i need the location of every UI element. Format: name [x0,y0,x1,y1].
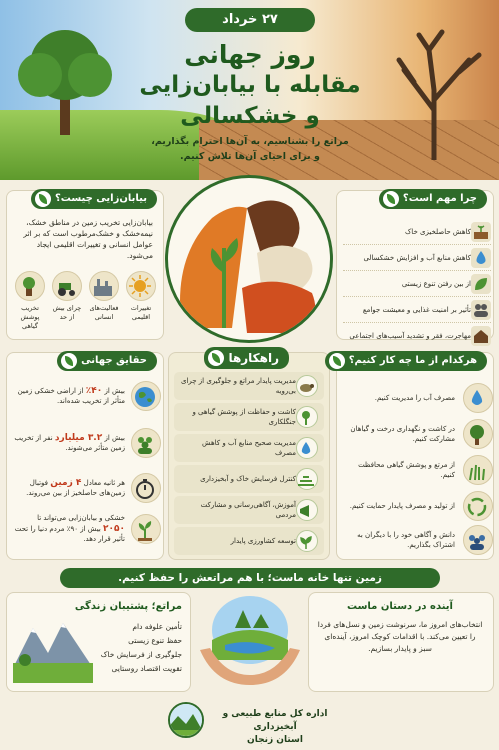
leaf-icon [329,353,345,369]
rangelands-title: مراتع؛ پشتیبان زندگی [74,601,182,612]
why-important-title: چرا مهم است؟ [379,189,487,209]
page-title-line2: مقابله با بیابان‌زایی [139,72,361,98]
date-badge: ۲۷ خرداد [185,8,315,32]
organization-line1: اداره کل منابع طبیعی و آبخیزداری [222,709,328,732]
what-is-panel [6,190,164,340]
solution-item: کنترل فرسایش خاک و آبخیزداری [174,465,324,493]
cause-item: تخریب پوشش گیاهی [13,271,47,331]
leaf-icon [208,350,224,366]
house-icon [471,326,491,346]
leaf-icon [471,274,491,294]
fact-text: بیش از ۴۰٪ از اراضی خشکی زمین متأثر از تخریب شده‌اند. [17,385,125,405]
facts-title: حقایق جهانی [57,351,157,371]
what-we-do-title: هرکدام از ما چه کار کنیم؟ [325,351,487,371]
group-icon [463,525,493,555]
list-item: جلوگیری از فرسایش خاک [100,650,182,659]
action-item: از تولید و مصرف پایدار حمایت کنیم. [343,491,493,521]
action-item: مصرف آب را مدیریت کنیم. [343,383,493,413]
animals-hand-icon [165,178,330,343]
subtitle-line1: مراتع را بشناسیم، به آن‌ها احترام بگذاریم، [151,136,349,147]
list-item: حفظ تنوع زیستی [128,636,182,645]
subtitle-line2: و برای احیای آن‌ها تلاش کنیم. [180,151,320,162]
cause-item: چرای بیش از حد [50,271,84,331]
solution-item: آموزش، آگاهی‌رسانی و مشارکت مردمی [174,496,324,524]
page-subtitle [115,134,385,164]
page-title-line1: روز جهانی [184,40,316,69]
crowd-icon [131,428,161,458]
what-is-title: بیابان‌زایی چیست؟ [31,189,157,209]
fact-item [13,513,161,545]
leaf-icon [383,191,399,207]
action-item: از مرتع و پوشش گیاهی محافظت کنیم. [343,455,493,485]
megaphone-icon [296,499,318,521]
terrace-icon [296,468,318,490]
cause-item: فعالیت‌های انسانی [87,271,121,331]
sapling-icon [296,406,318,428]
recycle-icon [463,491,493,521]
fact-item [13,381,161,411]
sun-icon [126,271,156,301]
stopwatch-icon [131,473,161,503]
solution-item: توسعه کشاورزی پایدار [174,527,324,555]
organization-name [210,708,340,747]
water-drop-icon [463,383,493,413]
center-emblem [165,175,333,343]
sprout-icon [131,514,161,544]
solution-item: مدیریت صحیح منابع آب و کاهش مصرف [174,434,324,462]
fact-text: خشکی و بیابان‌زایی می‌تواند تا ۲۰۵۰ بیش از ۹۰٪ مردم دنیا را تحت تأثیر قرار دهد. [14,514,125,543]
list-item: از بین رفتن تنوع زیستی [343,271,491,297]
why-list [343,219,491,349]
tractor-icon [52,271,82,301]
solutions-title: راهکارها [204,347,289,369]
what-we-do-panel [336,352,494,560]
list-item: مهاجرت، فقر و تشدید آسیب‌های اجتماعی [343,323,491,349]
list-item: کاهش منابع آب و افزایش خشکسالی [343,245,491,271]
drop-icon [296,437,318,459]
future-text: انتخاب‌های امروز ما، سرنوشت زمین و نسل‌های فردا را تعیین می‌کند. با اقدامات کوچک امروز، آینده‌ای سبز و پایدار بسازیم. [317,620,483,653]
solution-item: کاشت و حفاظت از پوشش گیاهی و جنگلکاری [174,403,324,431]
why-important-panel [336,190,494,340]
future-panel [308,592,494,692]
action-item: در کاشت و نگهداری درخت و گیاهان مشارکت کنیم. [343,419,493,449]
leaf-icon [61,353,77,369]
fact-text: هر ثانیه معادل ۴ زمین فوتبال زمین‌های حاصلخیز از بین می‌روند. [26,477,125,497]
fact-item [13,473,161,503]
list-item: تأثیر بر امنیت غذایی و معیشت جوامع [343,297,491,323]
fact-text: بیش از ۳.۲ میلیارد نفر از تخریب زمین متأثر می‌شوند. [14,432,125,452]
causes-row [13,271,158,331]
list-item: کاهش حاصلخیزی خاک [343,219,491,245]
grass-icon [463,455,493,485]
plant-icon [296,530,318,552]
action-item: دانش و آگاهی خود را با دیگران به اشتراک بگذاریم. [343,525,493,555]
cause-item: تغییرات اقلیمی [124,271,158,331]
mountain-logo-icon [168,704,202,738]
solution-item: مدیریت پایدار مراتع و جلوگیری از چرای بی‌رویه [174,372,324,400]
people-icon [471,300,491,320]
hands-earth-icon [195,590,305,690]
rangelands-list [82,621,182,674]
organization-line2: استان زنجان [247,735,303,745]
header-banner [0,0,499,180]
future-title: آینده در دستان ماست [347,601,453,612]
soil-icon [471,222,491,242]
leaf-icon [35,191,51,207]
factory-icon [89,271,119,301]
tree-icon [463,419,493,449]
motto-banner: زمین تنها خانه ماست؛ با هم مراتعش را حفظ کنیم. [60,568,440,588]
list-item: تقویت اقتصاد روستایی [111,664,182,673]
facts-panel [6,352,164,560]
page-title-line3: و خشکسالی [180,103,320,129]
organization-logo [168,702,204,738]
globe-icon [131,381,161,411]
list-item: تأمین علوفه دام [132,622,182,631]
water-drop-icon [471,248,491,268]
tree-stump-icon [15,271,45,301]
mountain-landscape-icon [13,613,93,683]
fact-item [13,428,161,458]
sheep-icon [296,375,318,397]
rangelands-panel [6,592,191,692]
what-is-description: بیابان‌زایی تخریب زمین در مناطق خشک، نیمه‌خشک و خشک‌مرطوب است که بر اثر عوامل انسانی و تغییرات اقلیمی ایجاد می‌شود. [23,218,153,260]
